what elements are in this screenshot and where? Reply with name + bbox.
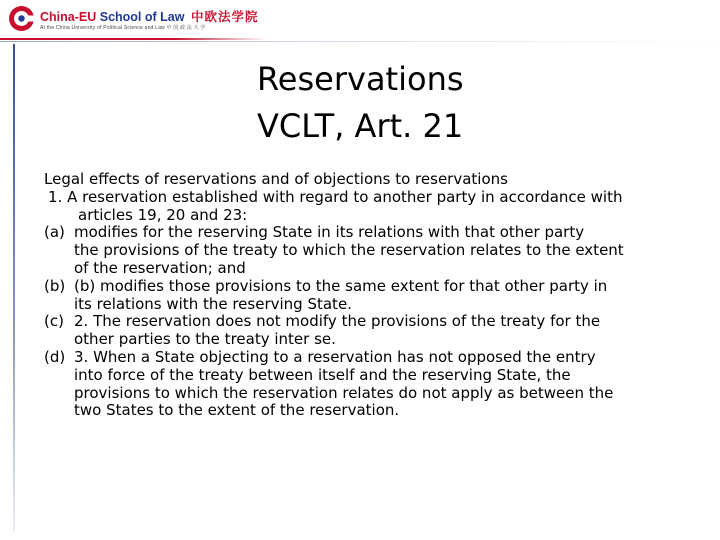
logo-title-red: China-EU bbox=[40, 10, 97, 24]
list-item-a bbox=[44, 224, 684, 277]
list-item-line: into force of the treaty between itself and the reserving State, the bbox=[74, 365, 571, 384]
logo-title-blue: School of Law bbox=[99, 10, 185, 24]
list-item-line: 3. When a State objecting to a reservation has not opposed the entry bbox=[74, 347, 596, 366]
header-divider-red bbox=[0, 38, 266, 40]
list-item-line: other parties to the treaty inter se. bbox=[74, 330, 336, 349]
list-item-line: two States to the extent of the reservation. bbox=[74, 401, 400, 420]
logo-title bbox=[40, 7, 258, 25]
logo-title-chinese: 中欧法学院 bbox=[190, 10, 259, 24]
list-item-c bbox=[44, 313, 684, 349]
list-marker: (d) bbox=[44, 347, 66, 366]
header-divider-blue bbox=[0, 41, 720, 42]
list-item-line: its relations with the reserving State. bbox=[74, 294, 352, 313]
logo-subtitle: At the China University of Political Science and Law 中 国 政 法 大 学 bbox=[40, 25, 206, 31]
school-logo-icon bbox=[8, 5, 35, 32]
slide-title bbox=[257, 56, 464, 150]
left-margin-rule bbox=[13, 44, 15, 532]
slide-body bbox=[44, 171, 684, 420]
point-1-line1: 1. A reservation established with regard to another party in accordance with bbox=[48, 187, 623, 206]
list-item-d bbox=[44, 349, 684, 420]
list-item-b bbox=[44, 278, 684, 314]
point-1-line2: articles 19, 20 and 23: bbox=[78, 205, 248, 224]
list-marker: (c) bbox=[44, 312, 64, 331]
list-item-line: the provisions of the treaty to which the reservation relates to the extent bbox=[74, 241, 624, 260]
slide-title-line1: Reservations bbox=[257, 60, 464, 98]
list-item-line: (b) modifies those provisions to the same extent for that other party in bbox=[74, 276, 608, 295]
slide-title-line2: VCLT, Art. 21 bbox=[257, 107, 464, 145]
list-item-line: of the reservation; and bbox=[74, 258, 246, 277]
intro-line: Legal effects of reservations and of objections to reservations bbox=[44, 170, 508, 188]
point-1 bbox=[44, 189, 684, 225]
slide-header bbox=[0, 0, 720, 42]
list-marker: (a) bbox=[44, 223, 65, 242]
list-item-line: modifies for the reserving State in its relations with that other party bbox=[74, 223, 585, 242]
list-item-line: 2. The reservation does not modify the provisions of the treaty for the bbox=[74, 312, 601, 331]
list-marker: (b) bbox=[44, 276, 66, 295]
list-item-line: provisions to which the reservation relates do not apply as between the bbox=[74, 383, 614, 402]
